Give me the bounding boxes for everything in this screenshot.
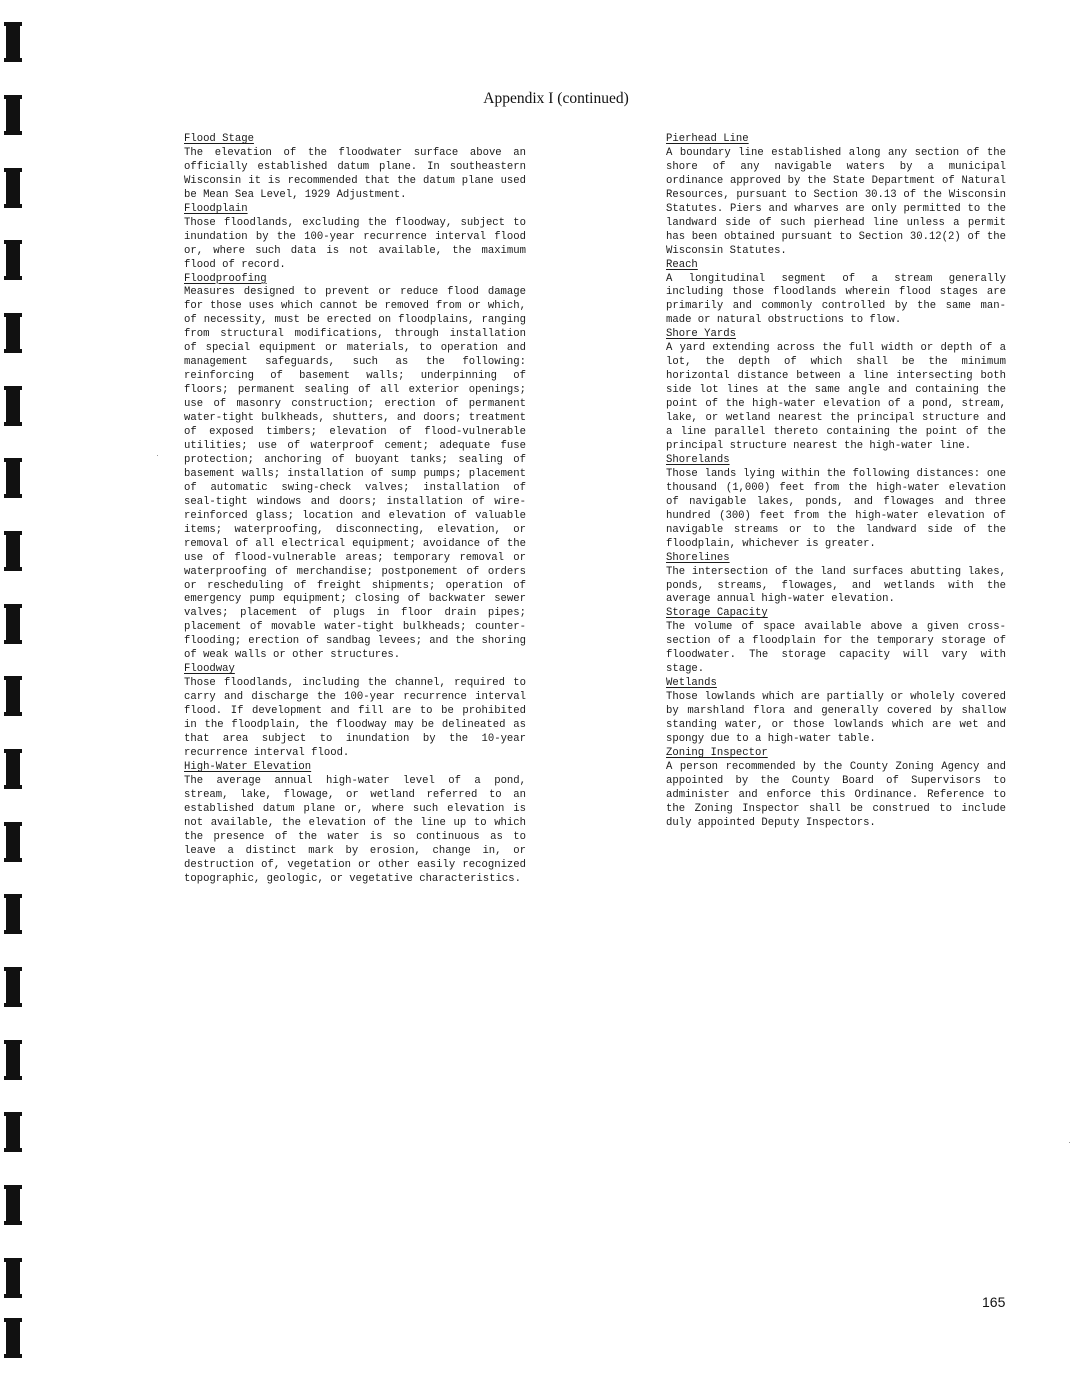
- term-high-water-elevation: High-Water Elevation: [184, 760, 312, 773]
- term-pierhead-line: Pierhead Line: [666, 133, 749, 145]
- term-zoning-inspector: Zoning Inspector: [666, 746, 768, 759]
- definition-floodplain: Those floodlands, excluding the floodway, subject to inundation by the 100-year recurrence interval flood or, where such data is not available, the maximum flood of record.: [184, 216, 526, 271]
- term-floodway: Floodway: [184, 663, 235, 676]
- punch-mark: [6, 22, 20, 62]
- definition-storage-capacity: The volume of space available above a given cross-section of a floodplain for the temporary storage of floodwater. The storage capacity will vary with stage.: [666, 621, 1006, 676]
- term-shorelines: Shorelines: [666, 551, 730, 564]
- punch-mark: [6, 967, 20, 1007]
- definition-high-water-elevation: The average annual high-water level of a pond, stream, lake, flowage, or wetland referred to an established datum plane or, where such elevation is not available, the elevation of the line up to which the presence of the water is so continuous as to leave a distinct mark by erosion, change in, or destruction of, vegetation or other easily recognized topographic, geologic, or vegetative characteristics.: [184, 774, 526, 885]
- punch-mark: [6, 1258, 20, 1298]
- term-floodplain: Floodplain: [184, 202, 248, 215]
- punch-mark: [6, 894, 20, 934]
- term-reach: Reach: [666, 258, 698, 271]
- punch-mark: [6, 168, 20, 208]
- term-flood-stage: Flood Stage: [184, 133, 254, 145]
- punch-mark: [6, 1318, 20, 1358]
- punch-mark: [6, 749, 20, 789]
- punch-mark: [6, 531, 20, 571]
- term-shorelands: Shorelands: [666, 453, 730, 466]
- scan-speck: [1069, 1142, 1070, 1143]
- term-wetlands: Wetlands: [666, 677, 717, 690]
- punch-mark: [6, 458, 20, 498]
- term-storage-capacity: Storage Capacity: [666, 607, 768, 620]
- definition-reach: A longitudinal segment of a stream generally including those floodlands wherein flood stages are primarily and commonly controlled by the same man-made or natural obstructions to flow.: [666, 272, 1006, 327]
- page-number: 165: [982, 1294, 1006, 1310]
- definition-shore-yards: A yard extending across the full width or depth of a lot, the depth of which shall be the minimum horizontal distance between a line intersecting both side lot lines at the same angle and containing the point of the high-water elevation of a pond, stream, lake, or wetland nearest the principal structure and a line parallel thereto containing the point of the principal structure nearest the high-water line.: [666, 342, 1006, 452]
- page-title: Appendix I (continued): [483, 90, 629, 107]
- punch-mark: [6, 386, 20, 426]
- definition-shorelines: The intersection of the land surfaces abutting lakes, ponds, streams, flowages, and wetlands with the average annual high-water elevation.: [666, 565, 1006, 606]
- scan-speck: [157, 455, 158, 456]
- punch-mark: [6, 1040, 20, 1080]
- punch-mark: [6, 676, 20, 716]
- definition-shorelands: Those lands lying within the following distances: one thousand (1,000) feet from the high-water elevation of navigable lakes, ponds, and flowages and three hundred (300) feet from the high-water elevation of navigable streams or to the landward side of the floodplain, whichever is greater.: [666, 467, 1006, 550]
- binder-punch-marks: [6, 0, 22, 1380]
- definition-floodway: Those floodlands, including the channel, required to carry and discharge the 100-year recurrence interval flood. If development and fill are to be prohibited in the floodplain, the floodway may be delineated as that area subject to inundation by the 10-year recurrence interval flood.: [184, 677, 526, 759]
- definition-pierhead-line: A boundary line established along any section of the shore of any navigable waters by a municipal ordinance approved by the State Department of Natural Resources, pursuant to Section 30.13 of the Wisconsin Statutes. Piers and wharves are only permitted to the landward side of such pierhead line unless a permit has been obtained pursuant to Section 30.12(2) of the Wisconsin Statutes.: [666, 146, 1006, 257]
- right-column: [666, 133, 1006, 831]
- punch-mark: [6, 313, 20, 353]
- punch-mark: [6, 822, 20, 862]
- punch-mark: [6, 1112, 20, 1152]
- term-shore-yards: Shore Yards: [666, 328, 736, 341]
- punch-mark: [6, 604, 20, 644]
- definition-zoning-inspector: A person recommended by the County Zoning Agency and appointed by the County Board of Supervisors to administer and enforce this Ordinance. Reference to the Zoning Inspector shall be construed to include duly appointed Deputy Inspectors.: [666, 760, 1006, 829]
- definition-flood-stage: The elevation of the floodwater surface above an officially established datum plane. In southeastern Wisconsin it is recommended that the datum plane used be Mean Sea Level, 1929 Adjustment.: [184, 146, 526, 201]
- definition-floodproofing: Measures designed to prevent or reduce flood damage for those uses which cannot be removed from or which, of necessity, must be erected on floodplains, ranging from structural modifications, through installation of special equipment or materials, to operation and management safeguards, such as the following: reinforcing of basement walls; underpinning of floors; permanent sealing of all exterior openings; use of masonry construction; erection of permanent water-tight bulkheads, shutters, and doors; treatment of exposed timbers; elevation of flood-vulnerable utilities; use of waterproof cement; adequate fuse protection; anchoring of buoyant tanks; sealing of basement walls; installation of sump pumps; placement of automatic swing-check valves; installation of seal-tight windows and doors; installation of wire-reinforced glass; location and elevation of valuable items; waterproofing, disconnecting, elevation, or removal of all electrical equipment; avoidance of the use of flood-vulnerable areas; temporary removal or waterproofing of merchandise; postponement of orders or rescheduling of freight shipments; operation of emergency pump equipment; closing of backwater sewer valves; placement of plugs in floor drain pipes; placement of movable water-tight bulkheads; counter-flooding; erection of sandbag levees; and the shoring of weak walls or other structures.: [184, 286, 526, 662]
- punch-mark: [6, 240, 20, 280]
- definition-wetlands: Those lowlands which are partially or wholely covered by marshland flora and generally covered by shallow standing water, or those lowlands which are wet and spongy due to a high-water table.: [666, 691, 1006, 745]
- left-column: [184, 133, 526, 886]
- term-floodproofing: Floodproofing: [184, 272, 267, 285]
- punch-mark: [6, 1185, 20, 1225]
